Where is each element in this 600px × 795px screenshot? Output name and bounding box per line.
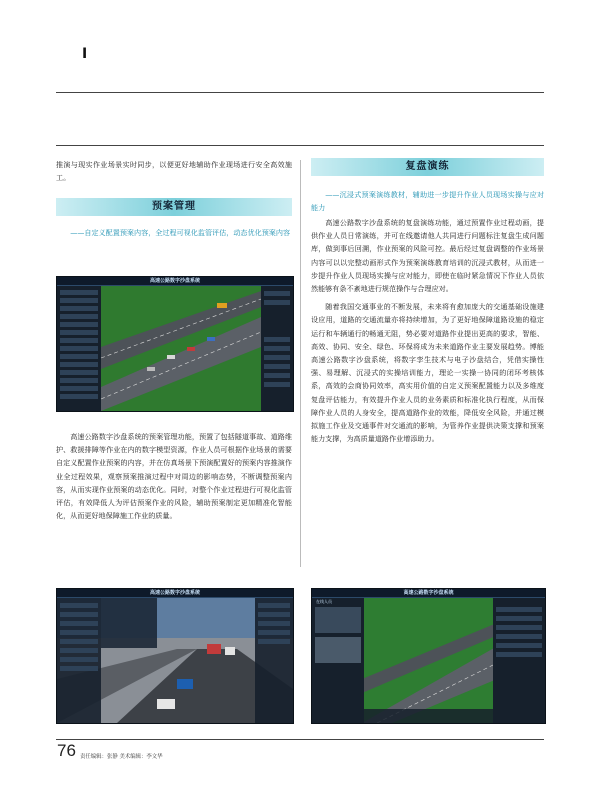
screenshot-simulation [56, 588, 294, 724]
screenshot-scene [312, 589, 545, 723]
right-column [311, 158, 544, 445]
editor-credits: 责任编辑：张静 美术编辑：李文华 [80, 754, 163, 760]
screenshot-title: 高速公路数字沙盘系统 [149, 278, 200, 284]
plan-management-paragraph: 高速公路数字沙盘系统的预案管理功能，预置了包括隧道事故、道路维护、救援排障等作业在内的数字模型资源，作业人员可根据作业场景的需要自定义配置作业预案的内容，并在仿真场景下预演配置好的预案内容推演作业全过程效果，观察预案推演过程中对周边的影响态势，不断调整预案内容，从而实现作业预案的动态优化。同时，对整个作业过程进行可视化监管评估，有效降低人为评估预案作业的风险，辅助预案制定更加精准化智能化，从而更好地保障施工作业的质量。 [56, 432, 292, 521]
intro-paragraph: 推演与现实作业场景实时同步，以便更好地辅助作业现场进行安全高效施工。 [56, 160, 292, 183]
header-rule [56, 92, 544, 93]
screenshot-scene [57, 589, 293, 723]
screenshot-plan-management [56, 276, 294, 412]
left-body [56, 430, 292, 522]
content-top-rule [56, 145, 544, 146]
section-subtitle-review-drill: ——沉浸式预案演练教材，辅助进一步提升作业人员现场实操与应对能力 [311, 190, 544, 212]
section-heading-plan-management: 预案管理 [56, 198, 292, 216]
page-number: 76 [57, 741, 76, 760]
screenshot-review [311, 588, 546, 724]
section-subtitle-plan-management: ——自定义配置预案内容，全过程可视化监管评估，动态优化预案内容 [70, 228, 291, 238]
review-drill-paragraph-2: 随着我国交通事业的不断发展，未来将有愈加庞大的交通基础设施建设应用，道路的交通流量亦将持续增加，为了更好地保障道路设施的稳定运行和车辆通行的畅通无阻，势必要对道路作业提出更高的要求，智能、高效、协同、安全、绿色、环保将成为未来道路作业主要发展趋势。博能高速公路数字沙盘系统，将数字孪生技术与电子沙盘结合，凭借实操性强、易理解、沉浸式的实操培训能力，理论一实操一协同的闭环考核体系，高效的会商协同效率，高实用价值的自定义预案配置能力以及多维度复盘评估能力，有效提升作业人员的业务素质和标准化执行程度，从而保障作业人员的人身安全，提高道路作业的效能，降低安全风险，并通过模拟施工作业及交通事件对交通流的影响，为管养作业提供决策支撑和预案能力支撑，为高质量道路作业增添助力。 [311, 302, 544, 444]
column-divider [300, 160, 301, 567]
left-column [56, 158, 292, 239]
online-users-label: 在线人员 [316, 599, 332, 604]
screenshot-title: 高速公路数字沙盘系统 [149, 590, 200, 596]
footer-rule [56, 739, 544, 740]
screenshot-scene [57, 277, 293, 411]
section-heading-review-drill: 复盘演练 [311, 158, 544, 176]
review-drill-paragraph-1: 高速公路数字沙盘系统的复盘演练功能，通过预置作业过程动画，提供作业人员日常演练，并可在线邀请他人共同进行问题标注复盘生成问题库，做到事后回溯，作业预案的风险可控。最后经过复盘调整的作业场景内容可以以完整动画形式作为预案演练教育培训的沉浸式教材，从而进一步提升作业人员现场实操与应对能力，即使在临时紧急情况下作业人员依然能够有条不紊地进行规范操作与合理应对。 [311, 218, 544, 294]
screenshot-title: 高速公路数字沙盘系统 [403, 590, 454, 596]
header-mark: I [82, 46, 88, 62]
